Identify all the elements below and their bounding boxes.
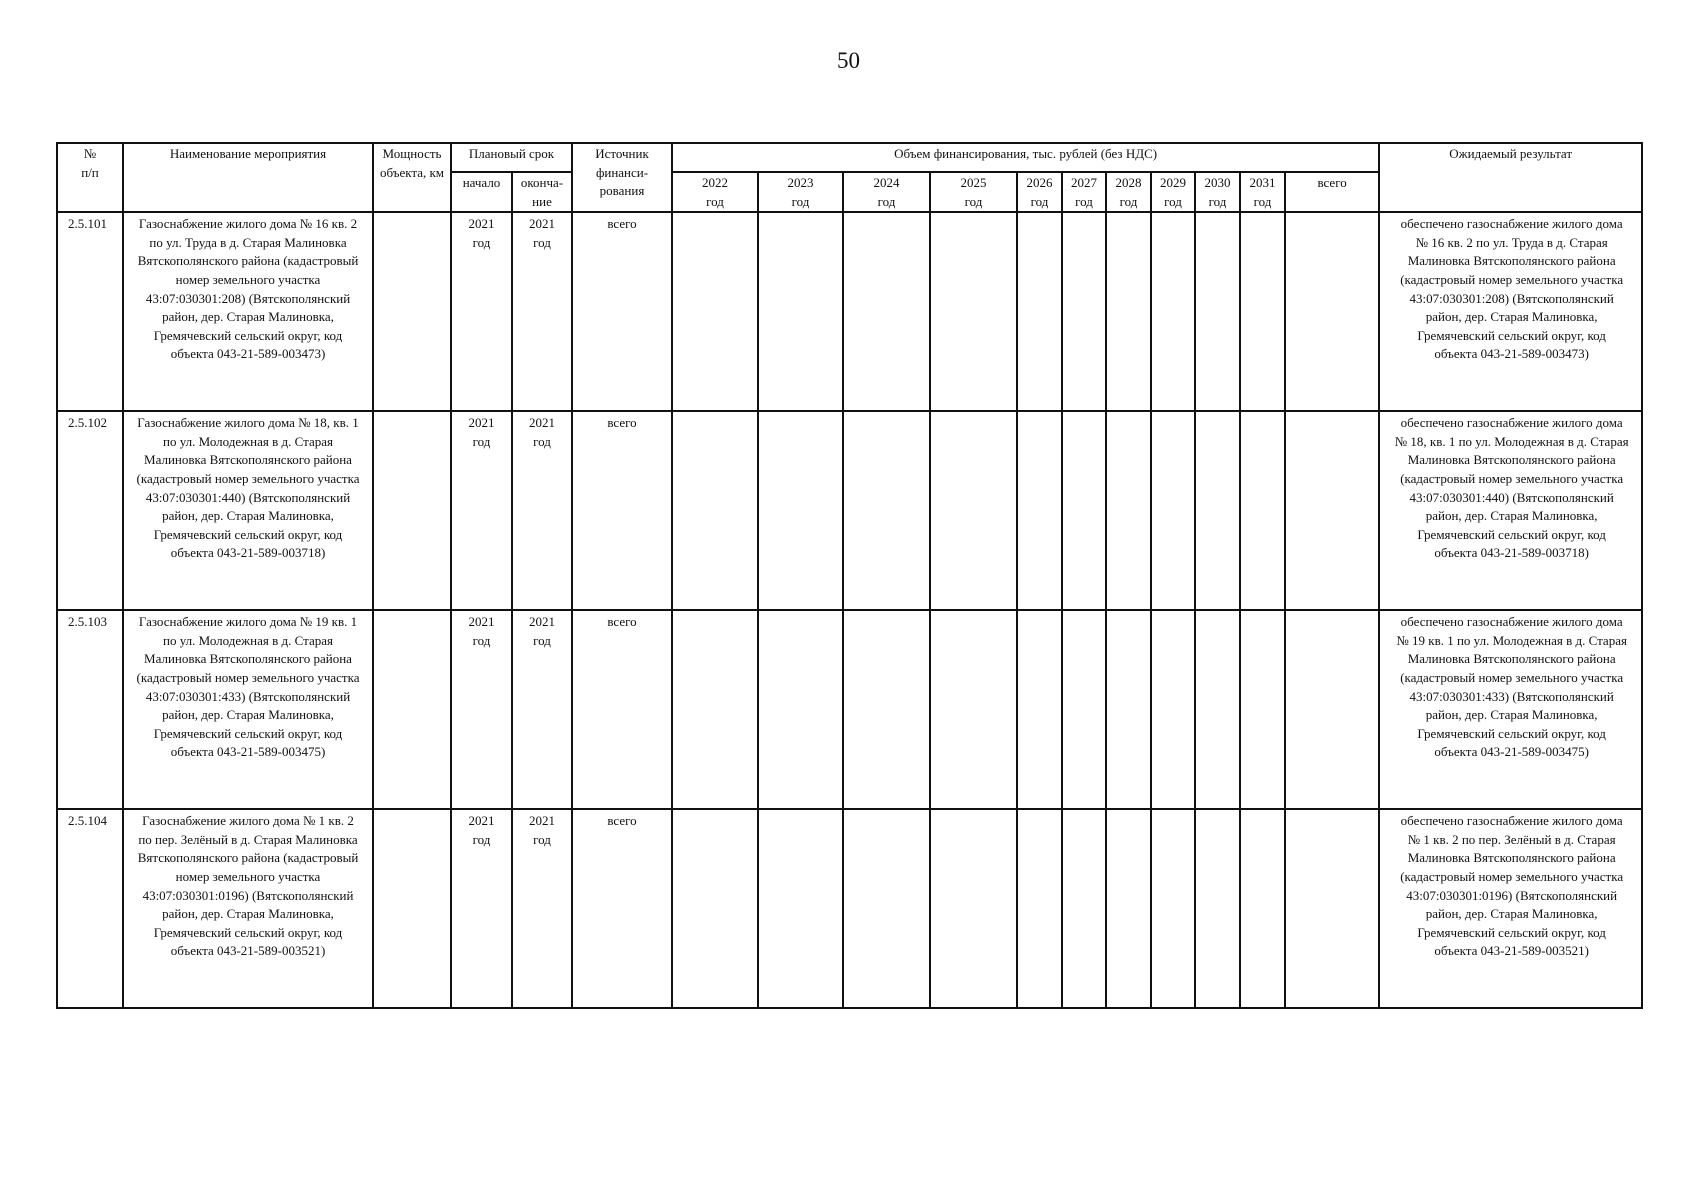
table-row [57,212,1642,411]
header-term: Плановый срок [451,143,572,172]
table-row [57,809,1642,1008]
row-name: Газоснабжение жилого дома № 18, кв. 1 по ул. Молодежная в д. Старая Малиновка Вятскополянского района (кадастровый номер земельного участка 43:07:030301:440) (Вятскополянский район, дер. Старая Малиновка, Гремячевский сельский округ, код объекта 043-21-589-003718) [123,411,373,610]
row-finance-2023 [758,411,843,610]
header-name: Наименование мероприятия [123,143,373,212]
header-year-2022: 2022 год [672,172,758,212]
row-capacity [373,809,451,1008]
row-capacity [373,610,451,809]
row-finance-2031 [1240,411,1285,610]
row-finance-2028 [1106,212,1151,411]
row-source: всего [572,610,672,809]
row-finance-2027 [1062,809,1106,1008]
header-year-2030: 2030 год [1195,172,1240,212]
page-number: 50 [837,48,860,73]
row-start: 2021 год [451,411,512,610]
table-row [57,411,1642,610]
row-finance-2024 [843,212,930,411]
row-finance-2027 [1062,411,1106,610]
row-finance-2030 [1195,212,1240,411]
row-finance-2026 [1017,809,1062,1008]
header-year-2029: 2029 год [1151,172,1195,212]
row-start: 2021 год [451,212,512,411]
header-term-start: начало [451,172,512,212]
row-num: 2.5.104 [57,809,123,1008]
row-finance-2029 [1151,411,1195,610]
row-finance-2022 [672,610,758,809]
row-source: всего [572,411,672,610]
row-finance-2028 [1106,610,1151,809]
row-finance-2024 [843,610,930,809]
row-num: 2.5.103 [57,610,123,809]
row-finance-2023 [758,212,843,411]
row-finance-2022 [672,212,758,411]
row-finance-2026 [1017,411,1062,610]
row-end: 2021 год [512,809,572,1008]
row-end: 2021 год [512,610,572,809]
row-result: обеспечено газоснабжение жилого дома № 18, кв. 1 по ул. Молодежная в д. Старая Малиновка Вятскополянского района (кадастровый номер земельного участка 43:07:030301:440) (Вятскополянский район, дер. Старая Малиновка, Гремячевский сельский округ, код объекта 043-21-589-003718) [1379,411,1642,610]
header-source: Источник финанси- рования [572,143,672,212]
row-finance-2025 [930,610,1017,809]
row-finance-2024 [843,809,930,1008]
row-finance-2028 [1106,411,1151,610]
row-num: 2.5.102 [57,411,123,610]
row-total [1285,411,1379,610]
header-year-2025: 2025 год [930,172,1017,212]
row-start: 2021 год [451,809,512,1008]
header-capacity: Мощность объекта, км [373,143,451,212]
header-num: № п/п [57,143,123,212]
row-start: 2021 год [451,610,512,809]
row-total [1285,809,1379,1008]
row-finance-2025 [930,411,1017,610]
row-end: 2021 год [512,212,572,411]
row-total [1285,610,1379,809]
table-header [57,143,1642,212]
row-finance-2025 [930,809,1017,1008]
row-finance-2031 [1240,610,1285,809]
row-finance-2027 [1062,212,1106,411]
header-result: Ожидаемый результат [1379,143,1642,212]
header-year-2024: 2024 год [843,172,930,212]
row-finance-2027 [1062,610,1106,809]
header-year-2028: 2028 год [1106,172,1151,212]
row-name: Газоснабжение жилого дома № 1 кв. 2 по пер. Зелёный в д. Старая Малиновка Вятскополянского района (кадастровый номер земельного участка 43:07:030301:0196) (Вятскополянский район, дер. Старая Малиновка, Гремячевский сельский округ, код объекта 043-21-589-003521) [123,809,373,1008]
row-finance-2026 [1017,610,1062,809]
row-finance-2031 [1240,809,1285,1008]
row-finance-2028 [1106,809,1151,1008]
row-total [1285,212,1379,411]
row-result: обеспечено газоснабжение жилого дома № 16 кв. 2 по ул. Труда в д. Старая Малиновка Вятскополянского района (кадастровый номер земельного участка 43:07:030301:208) (Вятскополянский район, дер. Старая Малиновка, Гремячевский сельский округ, код объекта 043-21-589-003473) [1379,212,1642,411]
header-year-2031: 2031 год [1240,172,1285,212]
row-capacity [373,212,451,411]
row-finance-2029 [1151,809,1195,1008]
table-body [57,212,1642,1008]
header-year-2027: 2027 год [1062,172,1106,212]
header-total: всего [1285,172,1379,212]
row-finance-2026 [1017,212,1062,411]
row-finance-2022 [672,411,758,610]
row-finance-2030 [1195,809,1240,1008]
row-finance-2022 [672,809,758,1008]
row-result: обеспечено газоснабжение жилого дома № 1 кв. 2 по пер. Зелёный в д. Старая Малиновка Вятскополянского района (кадастровый номер земельного участка 43:07:030301:0196) (Вятскополянский район, дер. Старая Малиновка, Гремячевский сельский округ, код объекта 043-21-589-003521) [1379,809,1642,1008]
row-capacity [373,411,451,610]
row-num: 2.5.101 [57,212,123,411]
row-source: всего [572,809,672,1008]
row-finance-2029 [1151,212,1195,411]
row-finance-2030 [1195,610,1240,809]
header-year-2023: 2023 год [758,172,843,212]
row-finance-2023 [758,610,843,809]
row-name: Газоснабжение жилого дома № 16 кв. 2 по ул. Труда в д. Старая Малиновка Вятскополянского района (кадастровый номер земельного участка 43:07:030301:208) (Вятскополянский район, дер. Старая Малиновка, Гремячевский сельский округ, код объекта 043-21-589-003473) [123,212,373,411]
financing-plan-table [56,142,1643,1009]
row-finance-2025 [930,212,1017,411]
row-end: 2021 год [512,411,572,610]
row-name: Газоснабжение жилого дома № 19 кв. 1 по ул. Молодежная в д. Старая Малиновка Вятскополянского района (кадастровый номер земельного участка 43:07:030301:433) (Вятскополянский район, дер. Старая Малиновка, Гремячевский сельский округ, код объекта 043-21-589-003475) [123,610,373,809]
header-year-2026: 2026 год [1017,172,1062,212]
row-finance-2023 [758,809,843,1008]
row-finance-2024 [843,411,930,610]
row-result: обеспечено газоснабжение жилого дома № 19 кв. 1 по ул. Молодежная в д. Старая Малиновка Вятскополянского района (кадастровый номер земельного участка 43:07:030301:433) (Вятскополянский район, дер. Старая Малиновка, Гремячевский сельский округ, код объекта 043-21-589-003475) [1379,610,1642,809]
row-finance-2030 [1195,411,1240,610]
row-finance-2031 [1240,212,1285,411]
header-finance: Объем финансирования, тыс. рублей (без НДС) [672,143,1379,172]
row-source: всего [572,212,672,411]
table-row [57,610,1642,809]
row-finance-2029 [1151,610,1195,809]
header-term-end: оконча- ние [512,172,572,212]
